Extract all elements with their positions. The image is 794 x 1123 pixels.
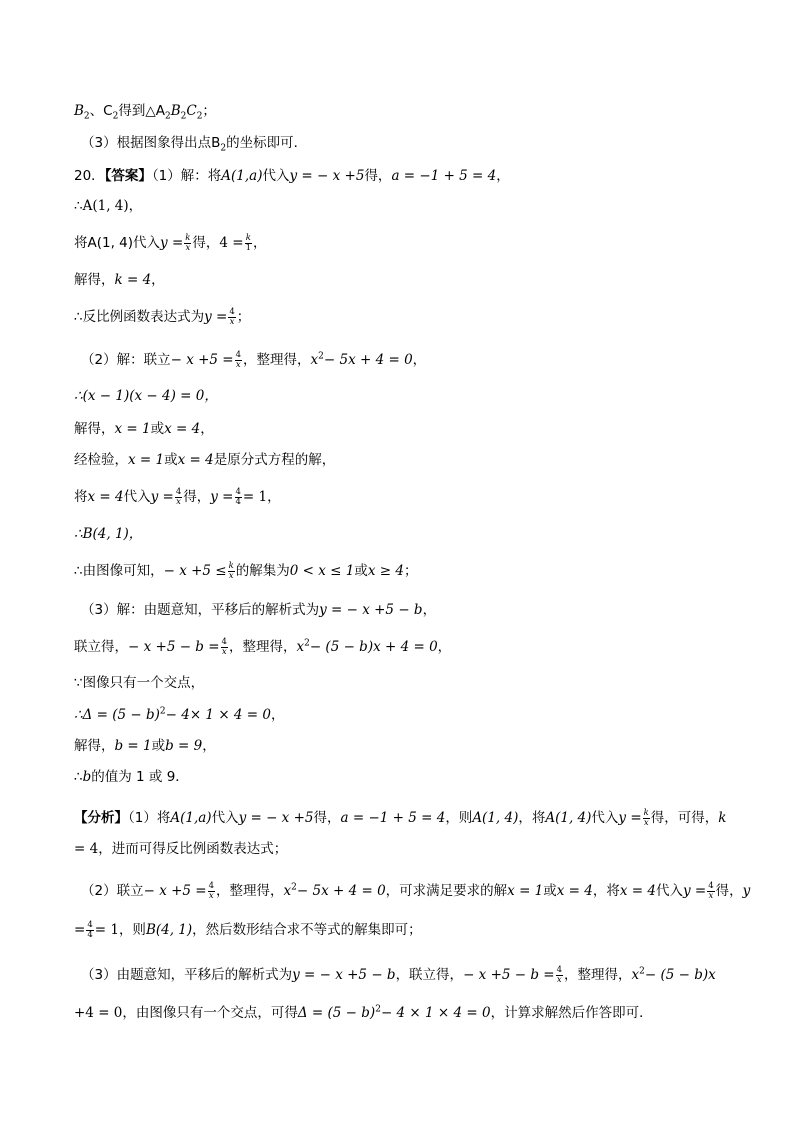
line-1: $B_2$、$C_2$得到$\triangle A_2B_2C_2$； bbox=[74, 103, 216, 122]
line-22: = 4，进而可得反比例函数表达式； bbox=[74, 841, 288, 857]
fraction: $\frac{4}{4}$ bbox=[87, 919, 93, 940]
line-25: （3）由题意知，平移后的解析式为y = − x +5 − b，联立得，− x +5 − b = $\frac{4}{x}$ ，整理得，$x^2- (5 - b)x$ bbox=[81, 964, 716, 985]
line-24: = $\frac{4}{4}$ = 1，则B(4, 1)，然后数形结合求不等式的解集即可； bbox=[74, 919, 422, 940]
fraction: $\frac{4}{4}$ bbox=[235, 486, 241, 507]
line-11: 经检验，x = 1或x = 4是原分式方程的解， bbox=[74, 452, 336, 468]
fraction: $\frac{4}{x}$ bbox=[235, 349, 242, 370]
line-16: 联立得，− x +5 − b = $\frac{4}{x}$ ，整理得，$x^2- (5 - b)x + 4 = 0$， bbox=[74, 636, 452, 657]
line-10: 解得，x = 1或x = 4， bbox=[74, 421, 214, 437]
fraction: $\frac{k}{x}$ bbox=[228, 560, 234, 581]
line-9: ∴(x − 1)(x − 4) = 0， bbox=[74, 388, 218, 404]
fraction: $\frac{4}{x}$ bbox=[229, 306, 235, 327]
line-13: ∴B(4, 1)， bbox=[74, 526, 143, 542]
fraction: $\frac{4}{x}$ bbox=[208, 880, 215, 901]
line-2: （3）根据图象得出点$B_2$的坐标即可． bbox=[81, 135, 308, 154]
fraction: $\frac{4}{x}$ bbox=[556, 964, 563, 985]
fraction: $\frac{k}{x}$ bbox=[185, 232, 191, 253]
fraction: $\frac{4}{x}$ bbox=[221, 636, 227, 657]
fraction: $\frac{k}{1}$ bbox=[245, 232, 252, 253]
fraction: $\frac{4}{x}$ bbox=[708, 880, 714, 901]
line-12: 将x = 4代入y = $\frac{4}{x}$ 得，y = $\frac{4}{4}$ = 1， bbox=[74, 486, 281, 507]
line-4: ∴A(1, 4)， bbox=[74, 198, 143, 214]
fraction: $\frac{k}{x}$ bbox=[643, 807, 649, 828]
line-15: （3）解：由题意知，平移后的解析式为y = − x +5 − b， bbox=[81, 602, 437, 618]
line-21: 【分析】（1）将A(1,a)代入y = − x +5得，a = −1 + 5 = 4，则A(1, 4)，将A(1, 4)代入y = $\frac{k}{x}$ 得，可得，k bbox=[74, 807, 727, 828]
line-20: ∴b的值为 1 或 9． bbox=[74, 769, 189, 785]
line-7: ∴反比例函数表达式为y = $\frac{4}{x}$ ； bbox=[74, 306, 251, 327]
line-26: +4 = 0，由图像只有一个交点，可得$\Delta = (5 - b)^2- 4 \times 1 \times 4 = 0$，计算求解然后作答即可． bbox=[74, 1004, 653, 1021]
fraction: $\frac{4}{x}$ bbox=[175, 486, 182, 507]
line-8: （2）解：联立− x +5 = $\frac{4}{x}$ ，整理得，$x^2- 5x + 4 = 0$， bbox=[81, 349, 427, 370]
line-18: ∴Δ = $(5 - b)^2- 4\times 1 \times 4 = 0$， bbox=[74, 706, 285, 723]
line-14: ∴由图像可知，− x +5 ≤ $\frac{k}{x}$ 的解集为0 < x ≤ 1或x ≥ 4； bbox=[74, 560, 418, 581]
line-17: ∵图像只有一个交点， bbox=[74, 675, 205, 691]
line-5: 将A(1, 4)代入y = $\frac{k}{x}$ 得，4 = $\frac{k}{1}$ ， bbox=[74, 232, 267, 253]
line-6: 解得，k = 4， bbox=[74, 272, 165, 288]
line-19: 解得，b = 1或b = 9， bbox=[74, 738, 216, 754]
line-23: （2）联立− x +5 = $\frac{4}{x}$ ，整理得，$x^2- 5x + 4 = 0$，可求满足要求的解x = 1或x = 4，将x = 4代入y = $\frac{4}{x}$ 得，y bbox=[81, 880, 751, 901]
line-3: 20．【答案】（1）解：将A(1,a)代入y = − x +5得，a = −1 + 5 = 4， bbox=[74, 168, 510, 184]
